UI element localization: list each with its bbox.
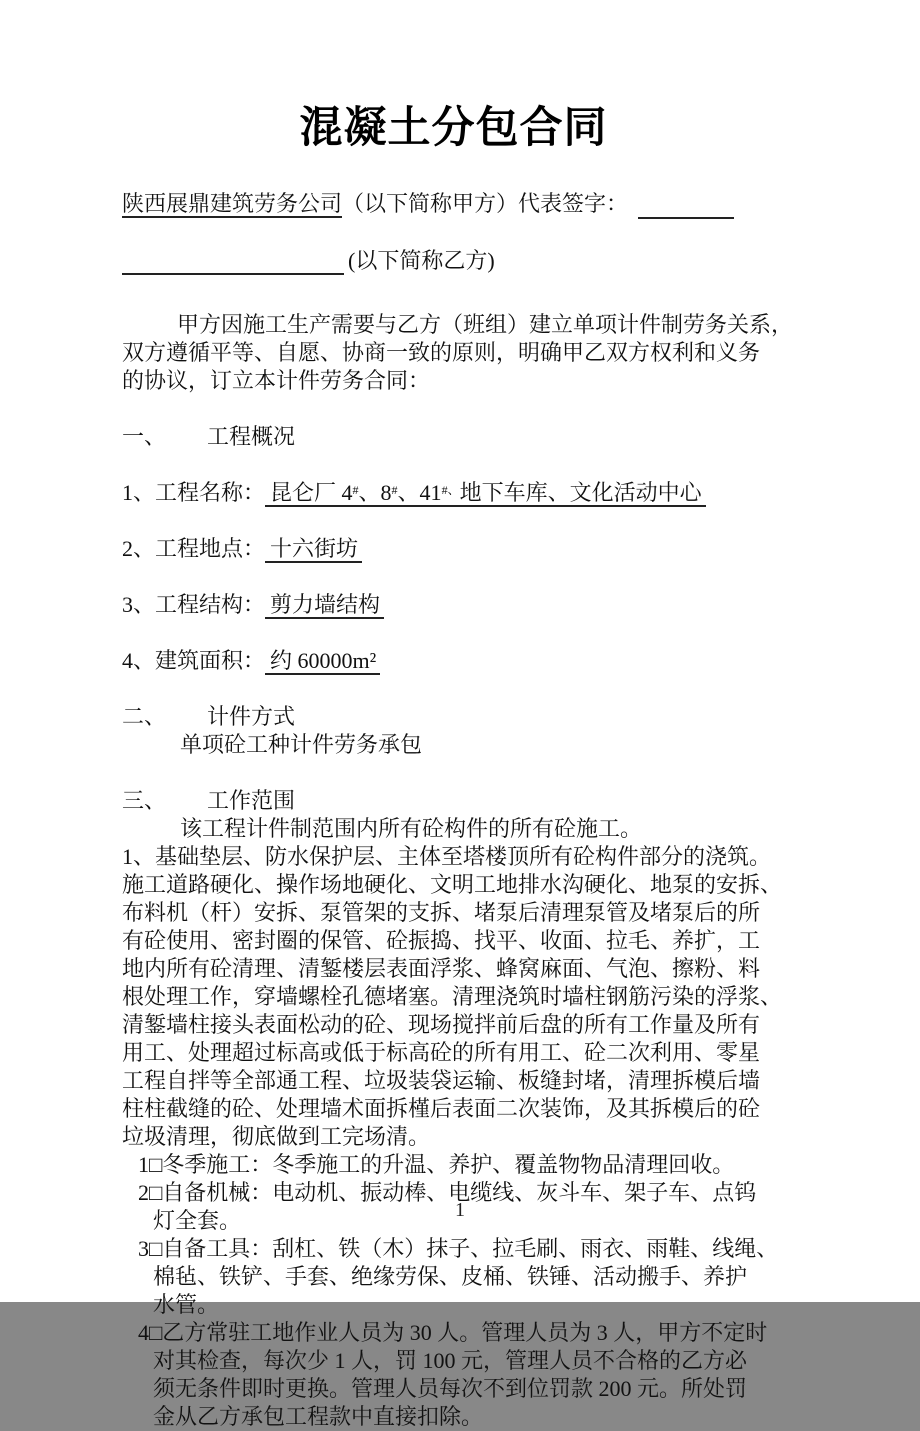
project-item-structure	[122, 563, 802, 619]
scope-sub-item-3: 3□自备工具：刮杠、铁（木）抹子、拉毛刷、雨衣、雨鞋、线绳、 棉毡、铁铲、手套、绝缘劳保、皮桶、铁锤、活动搬手、养护 水管。	[138, 1236, 779, 1317]
section3-title: 工作范围	[207, 788, 296, 813]
project-item-label: 3、工程结构：	[122, 592, 266, 617]
project-structure-value: 剪力墙结构	[265, 592, 384, 619]
project-item-location	[122, 507, 802, 563]
project-item-name	[122, 451, 802, 507]
project-item-area	[122, 619, 802, 675]
section2-number: 二、	[122, 704, 167, 729]
scope-sub-item-2: 2□自备机械：电动机、振动棒、电缆线、灰斗车、架子车、点钨 灯全套。	[138, 1180, 757, 1233]
section1-number: 一、	[122, 424, 167, 449]
section1-title: 工程概况	[207, 424, 296, 449]
scope-paragraph: 1、基础垫层、防水保护层、主体至塔楼顶所有砼构件部分的浇筑。 施工道路硬化、操作场地硬化、文明工地排水沟硬化、地泵的安拆、 布料机（杆）安拆、泵管架的支拆、堵泵后清理泵管及堵泵后的所 有砼使用、密封圈的保管、砼振捣、找平、收面、拉毛、养扩，工 地内所有砼清理、清錾楼层表面浮浆、蜂窝麻面、气泡、擦粉、料 根处理工作，穿墙螺栓孔德堵塞。清理浇筑时墙柱钢筋污染的浮浆、 清錾墙柱接头表面松动的砼、现场搅拌前后盘的所有工作量及所有 用工、处理超过标高或低于标高砼的所有用工、砼二次利用、零星 工程自拌等全部通工程、垃圾装袋运输、板缝封堵，清理拆模后墙 柱柱截缝的砼、处理墙术面拆槿后表面二次装饰，及其拆模后的砼 垃圾清理，彻底做到工完场清。	[122, 844, 783, 1149]
signature-blank-party-a	[638, 195, 734, 219]
section3-heading	[122, 759, 802, 815]
section3-lead: 该工程计件制范围内所有砼构件的所有砼施工。	[180, 816, 643, 841]
party-b-name-blank	[122, 251, 344, 275]
project-item-label: 2、工程地点：	[122, 536, 266, 561]
party-a-name: 陕西展鼎建筑劳务公司	[122, 191, 343, 216]
section2-title: 计件方式	[207, 704, 296, 729]
scope-sub-item-4: 4□乙方常驻工地作业人员为 30 人。管理人员为 3 人，甲方不定时 对其检查，每次少 1 人，罚 100 元，管理人员不合格的乙方必 须无条件即时更换。管理人员每次不到位罚款 200 元。所处罚 金从乙方承包工程款中直接扣除。	[138, 1320, 768, 1429]
section2-body: 单项砼工种计件劳务承包	[180, 732, 423, 757]
preamble-line-party-b	[122, 219, 802, 275]
section1-heading	[122, 395, 802, 451]
project-item-label: 1、工程名称：	[122, 480, 266, 505]
project-area-value: 约 60000m²	[265, 648, 380, 675]
project-item-label: 4、建筑面积：	[122, 648, 266, 673]
project-name-value: 昆仑厂 4#、8#、41#、地下车库、文化活动中心	[265, 480, 706, 507]
intro-paragraph: 甲方因施工生产需要与乙方（班组）建立单项计件制劳务关系， 双方遵循平等、自愿、协商一致的原则，明确甲乙双方权利和义务 的协议，订立本计件劳务合同：	[122, 312, 794, 393]
section3-number: 三、	[122, 788, 167, 813]
party-a-suffix: （以下简称甲方）代表签字：	[342, 191, 629, 216]
document-title: 混凝土分包合同	[299, 104, 608, 152]
party-b-suffix: (以下简称乙方)	[348, 248, 495, 273]
page-number: 1	[455, 1199, 465, 1221]
project-location-value: 十六街坊	[265, 536, 362, 563]
preamble-line-party-a	[122, 162, 802, 219]
scope-sub-item-1: 1□冬季施工：冬季施工的升温、养护、覆盖物物品清理回收。	[138, 1152, 735, 1177]
section2-heading	[122, 675, 802, 731]
